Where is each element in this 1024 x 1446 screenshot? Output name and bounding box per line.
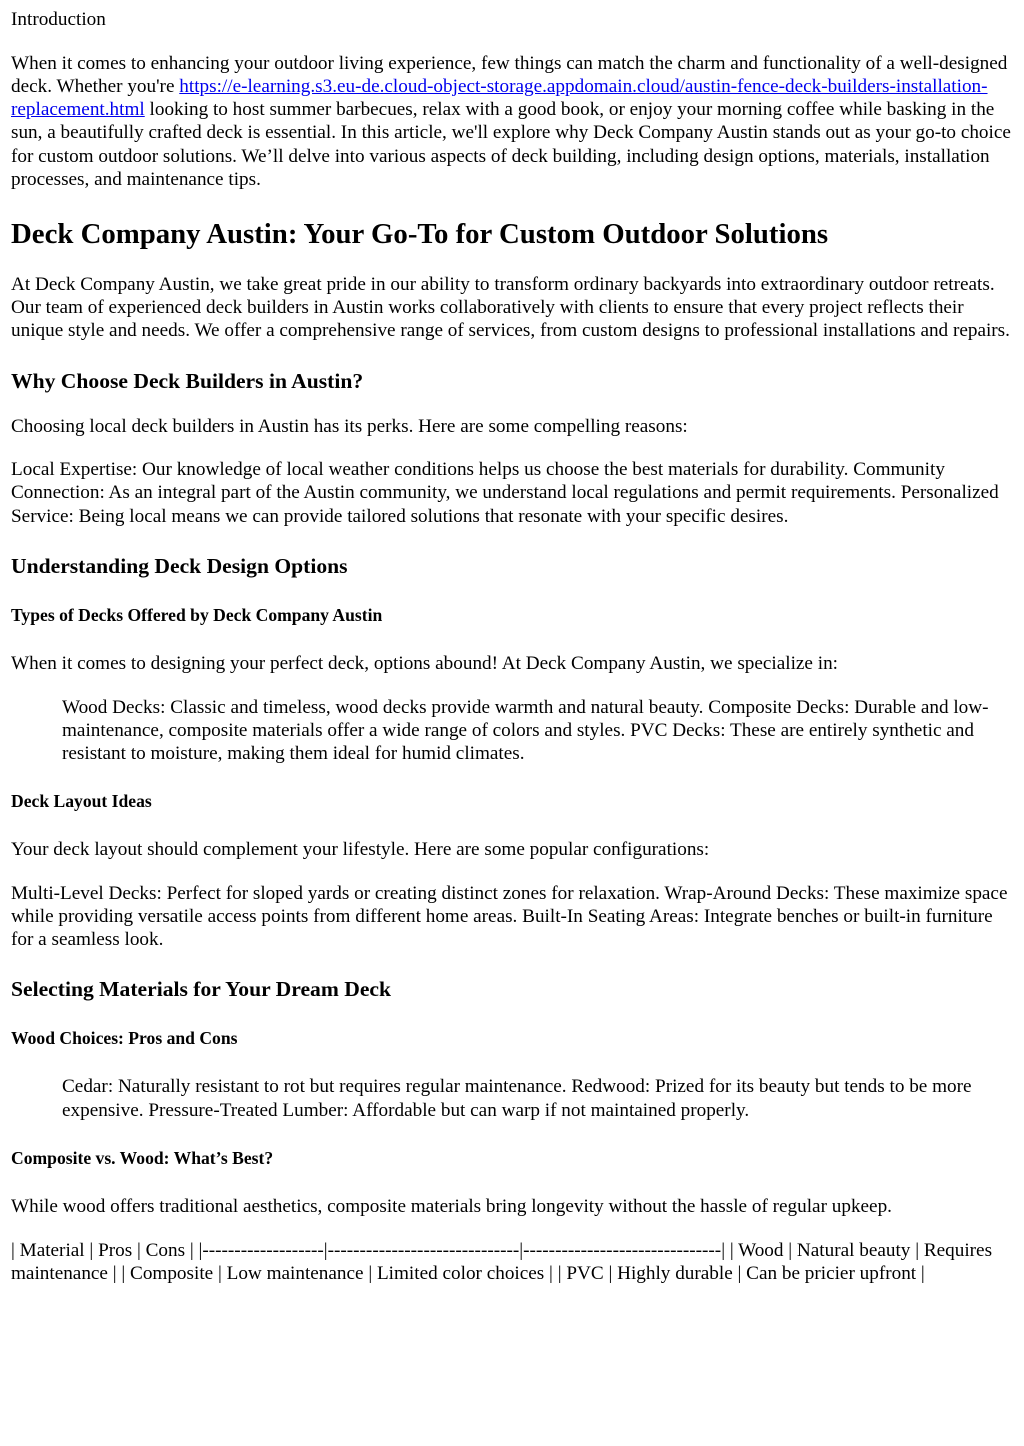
layout-ideas-list: Multi-Level Decks: Perfect for sloped yards or creating distinct zones for relaxation. Wrap-Around Decks: These maximize space while providing versatile access points from different home areas. Built-In Seating Areas: Integrate benches or built-in furniture for a seamless look. [11, 882, 1008, 951]
intro-text-after-link: looking to host summer barbecues, relax with a good book, or enjoy your morning coffee while basking in the sun, a beautifully crafted deck is essential. In this article, we'll explore why Deck Company Austin stands out as your go-to choice for custom outdoor solutions. We’ll delve into various aspects of deck building, including design options, materials, installation processes, and maintenance tips. [11, 99, 1011, 190]
page-title: Deck Company Austin: Your Go-To for Custom Outdoor Solutions [11, 217, 829, 250]
intro-text-before-link: When it comes to enhancing your outdoor living experience, few things can match the charm and functionality of a well-designed deck. Whether you're [11, 52, 1008, 97]
about-paragraph: At Deck Company Austin, we take great pride in our ability to transform ordinary backyards into extraordinary outdoor retreats. Our team of experienced deck builders in Austin works collaboratively with clients to ensure that every project reflects their unique style and needs. We offer a comprehensive range of services, from custom designs to professional installations and repairs. [11, 273, 1010, 342]
design-options-heading: Understanding Deck Design Options [11, 553, 348, 578]
layout-ideas-intro: Your deck layout should complement your lifestyle. Here are some popular configurations: [11, 839, 710, 861]
why-choose-intro: Choosing local deck builders in Austin has its perks. Here are some compelling reasons: [11, 415, 688, 437]
deck-types-intro: When it comes to designing your perfect deck, options abound! At Deck Company Austin, we specialize in: [11, 652, 839, 674]
deck-types-heading: Types of Decks Offered by Deck Company Austin [11, 604, 383, 625]
why-choose-reasons: Local Expertise: Our knowledge of local weather conditions helps us choose the best materials for durability. Community Connection: As an integral part of the Austin community, we understand local regulations and permit requirements. Personalized Service: Being local means we can provide tailored solutions that resonate with your specific desires. [11, 459, 999, 527]
composite-intro: While wood offers traditional aesthetics, composite materials bring longevity without the hassle of regular upkeep. [11, 1195, 892, 1217]
wood-choices-list: Cedar: Naturally resistant to rot but requires regular maintenance. Redwood: Prized for its beauty but tends to be more expensive. Pressure-Treated Lumber: Affordable but can warp if not maintained properly. [62, 1076, 972, 1121]
article-link[interactable]: https://e-learning.s3.eu-de.cloud-object-storage.appdomain.cloud/austin-fence-deck-builders-installation-replacement.html [11, 75, 988, 121]
intro-paragraph [11, 52, 1013, 191]
deck-types-list: Wood Decks: Classic and timeless, wood decks provide warmth and natural beauty. Composite Decks: Durable and low-maintenance, composite materials offer a wide range of colors and styles. PVC Decks: These are entirely synthetic and resistant to moisture, making them ideal for humid climates. [62, 696, 989, 764]
materials-table-text: | Material | Pros | Cons | |-------------------|------------------------------|-------------------------------| | Wood | Natural beauty | Requires maintenance | | Composite | Low maintenance | Limited color choices | | PVC | Highly durable | Can be pricier upfront | [11, 1239, 993, 1284]
composite-vs-wood-heading: Composite vs. Wood: What’s Best? [11, 1147, 274, 1168]
wood-choices-heading: Wood Choices: Pros and Cons [11, 1028, 238, 1049]
intro-heading: Introduction [11, 9, 106, 30]
materials-heading: Selecting Materials for Your Dream Deck [11, 977, 391, 1002]
why-choose-heading: Why Choose Deck Builders in Austin? [11, 368, 364, 393]
layout-ideas-heading: Deck Layout Ideas [11, 791, 152, 812]
